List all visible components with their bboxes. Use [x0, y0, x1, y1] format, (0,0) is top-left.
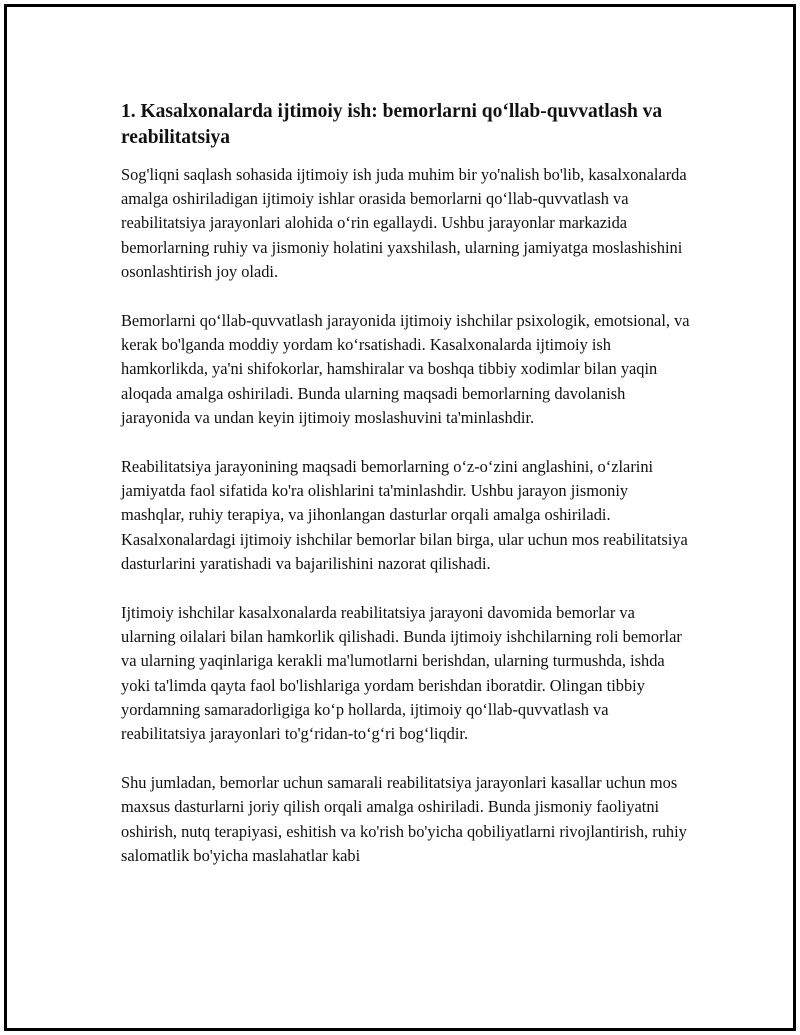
page-frame [4, 4, 796, 1031]
paragraph-2: Bemorlarni qo‘llab-quvvatlash jarayonida ijtimoiy ishchilar psixologik, emotsional, va kerak bo'lganda moddiy yordam ko‘rsatishadi. Kasalxonalarda ijtimoiy ish hamkorlikda, ya'ni shifokorlar, hamshiralar va boshqa tibbiy xodimlar bilan yaqin aloqada amalga oshiriladi. Bunda ularning maqsadi bemorlarning davolanish jarayonida va undan keyin ijtimoiy moslashuvini ta'minlashdir. [121, 311, 690, 427]
paragraph-4: Ijtimoiy ishchilar kasalxonalarda reabilitatsiya jarayoni davomida bemorlar va ularning oilalari bilan hamkorlik qilishadi. Bunda ijtimoiy ishchilarning roli bemorlar va ularning yaqinlariga kerakli ma'lumotlarni berishdan, ularning turmushda, ishda yoki ta'limda qayta faol bo'lishlariga yordam berishdan iboratdir. Olingan tibbiy yordamning samaradorligiga ko‘p hollarda, ijtimoiy qo‘llab-quvvatlash va reabilitatsiya jarayonlari to'g‘ridan-to‘g‘ri bog‘liqdir. [121, 603, 682, 744]
paragraph-3: Reabilitatsiya jarayonining maqsadi bemorlarning o‘z-o‘zini anglashini, o‘zlarini jamiyatda faol sifatida ko'ra olishlarini ta'minlashdir. Ushbu jarayon jismoniy mashqlar, ruhiy terapiya, va jihonlangan dasturlar orqali amalga oshiriladi. Kasalxonalardagi ijtimoiy ishchilar bemorlar bilan birga, ular uchun mos reabilitatsiya dasturlarini yaratishadi va bajarilishini nazorat qilishadi. [121, 457, 688, 573]
document-body [121, 99, 691, 893]
document-title: 1. Kasalxonalarda ijtimoiy ish: bemorlarni qo‘llab-quvvatlash va reabilitatsiya [121, 101, 663, 148]
paragraph-5: Shu jumladan, bemorlar uchun samarali reabilitatsiya jarayonlari kasallar uchun mos maxsus dasturlarni joriy qilish orqali amalga oshiriladi. Bunda jismoniy faoliyatni oshirish, nutq terapiyasi, eshitish va ko'rish bo'yicha qobiliyatlarni rivojlantirish, ruhiy salomatlik bo'yicha maslahatlar kabi [121, 773, 687, 865]
paragraph-1: Sog'liqni saqlash sohasida ijtimoiy ish juda muhim bir yo'nalish bo'lib, kasalxonalarda amalga oshiriladigan ijtimoiy ishlar orasida bemorlarni qo‘llab-quvvatlash va reabilitatsiya jarayonlari alohida o‘rin egallaydi. Ushbu jarayonlar markazida bemorlarning ruhiy va jismoniy holatini yaxshilash, ularning jamiyatga moslashishini osonlashtirish joy oladi. [121, 165, 687, 281]
